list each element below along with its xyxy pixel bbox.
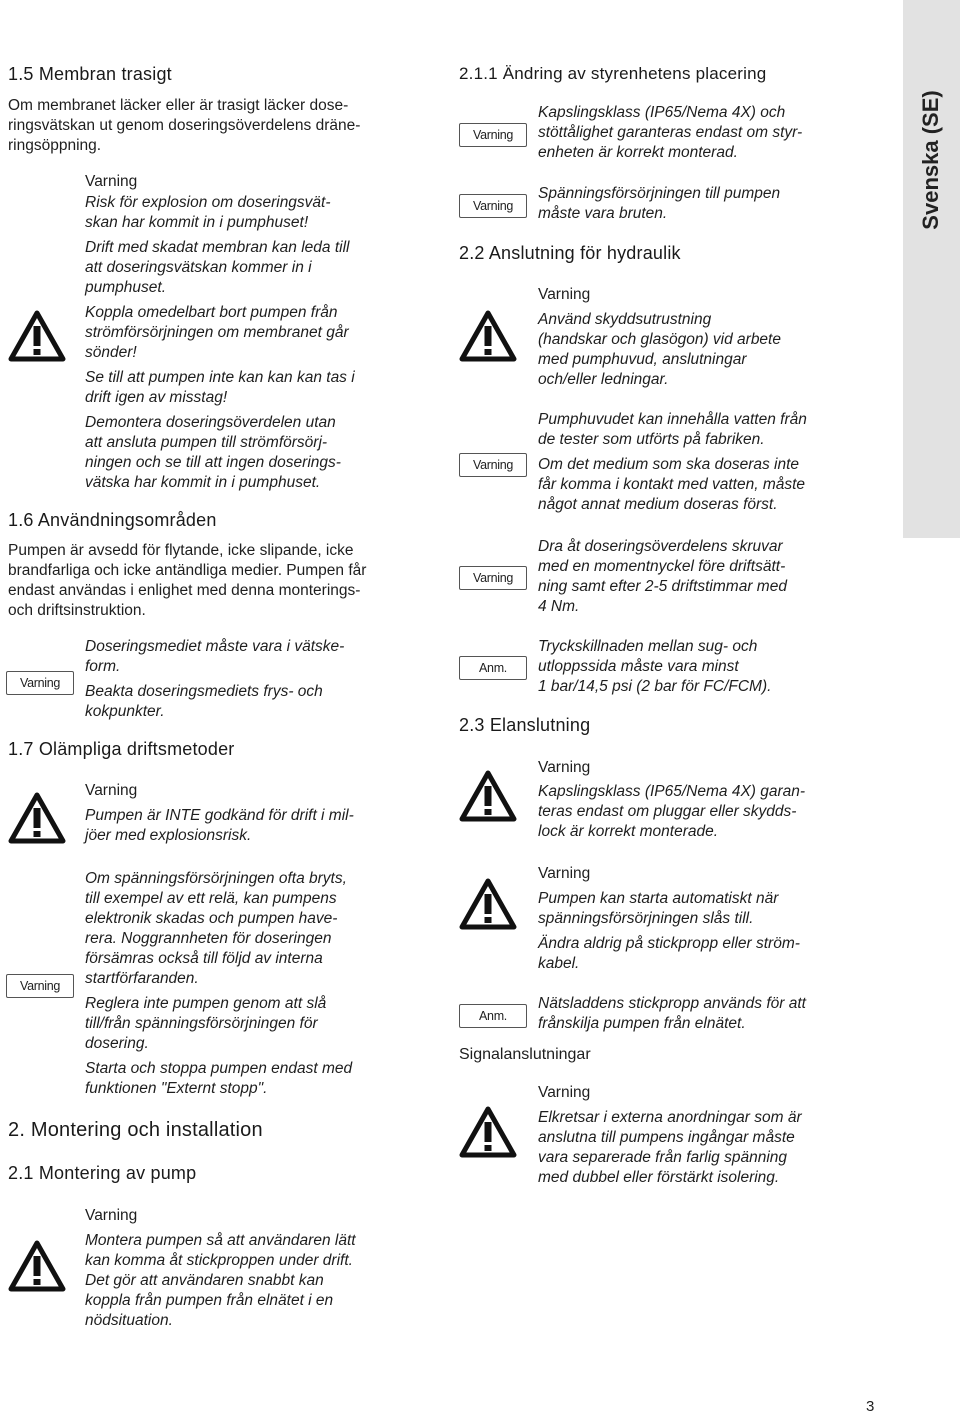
- language-tab-label: Svenska (SE): [918, 90, 943, 230]
- varning-badge: Varning: [459, 566, 527, 590]
- warning-title: Varning: [538, 1084, 591, 1101]
- warning-external-circuits-text: Elkretsar i externa anordningar som är anslutna till pumpens ingångar måste vara separerade från farlig spänning med dubbel eller förstärkt isolering.: [538, 1109, 802, 1186]
- paragraph-1-6: Pumpen är avsedd för flytande, icke slipande, icke brandfarliga och icke antändliga medier. Pumpen får endast användas i enlighet med denna monterings- och driftsinstruktion.: [8, 542, 367, 619]
- warning-power-interrupt-text: Om spänningsförsörjningen ofta bryts, till exempel av ett relä, kan pumpens elektronik skadas och pumpen havе- rera. Noggrannheten för doseringen försämras också till följd av interna startförfaranden. Reglera inte pumpen genom att slå till/från spänningsförsörjningen för dosering. Starta och stoppa pumpen endast med funktionen "Externt stopp".: [85, 870, 353, 1097]
- heading-2-3: 2.3 Elanslutning: [459, 715, 591, 735]
- warning-triangle-icon: [459, 770, 517, 822]
- language-tab: [903, 0, 960, 538]
- varning-badge: Varning: [459, 453, 527, 477]
- heading-signal-connections: Signalanslutningar: [459, 1046, 591, 1063]
- anm-badge: Anm.: [459, 1004, 527, 1028]
- page-number: 3: [866, 1398, 875, 1415]
- warning-triangle-icon: [459, 310, 517, 362]
- warning-triangle-icon: [459, 1106, 517, 1158]
- warning-triangle-icon: [459, 878, 517, 930]
- warning-title: Varning: [85, 782, 138, 799]
- heading-2-1: 2.1 Montering av pump: [8, 1163, 197, 1183]
- paragraph-1-5: Om membranet läcker eller är trasigt läcker dose- ringsvätskan ut genom doseringsöverdelens dräne- ringsöppning.: [8, 97, 361, 154]
- heading-1-6: 1.6 Användningsområden: [8, 510, 217, 530]
- varning-badge: Varning: [6, 974, 74, 998]
- warning-power-off-text: Spänningsförsörjningen till pumpen måste vara bruten.: [538, 185, 781, 222]
- warning-water-residue-text: Pumphuvudet kan innehålla vatten från de tester som utförts på fabriken. Om det medium som ska doseras inte får komma i kontakt med vatten, måste något annat medium doseras först.: [538, 411, 807, 513]
- warning-protective-gear-text: Använd skyddsutrustning (handskar och glasögon) vid arbete med pumphuvud, anslutningar och/eller ledningar.: [538, 311, 781, 388]
- varning-badge: Varning: [6, 671, 74, 695]
- note-mains-plug-text: Nätsladdens stickpropp används för att frånskilja pumpen från elnätet.: [538, 995, 806, 1032]
- varning-badge: Varning: [459, 123, 527, 147]
- warning-auto-start-text: Pumpen kan starta automatiskt när spänningsförsörjningen slås till. Ändra aldrig på stickpropp eller ström- kabel.: [538, 890, 800, 972]
- heading-2-2: 2.2 Anslutning för hydraulik: [459, 243, 681, 263]
- heading-2-1-1: 2.1.1 Ändring av styrenhetens placering: [459, 64, 767, 83]
- warning-title: Varning: [85, 173, 138, 190]
- anm-badge: Anm.: [459, 656, 527, 680]
- varning-badge: Varning: [459, 194, 527, 218]
- warning-title: Varning: [538, 865, 591, 882]
- warning-title: Varning: [85, 1207, 138, 1224]
- warning-tighten-screws-text: Dra åt doseringsöverdelens skruvar med en momentnyckel före driftsätt- ning samt efter 2-5 driftstimmar med 4 Nm.: [538, 538, 787, 615]
- warning-title: Varning: [538, 286, 591, 303]
- warning-membrane-text: Risk för explosion om doseringsvät- skan har kommit in i pumphuset! Drift med skadat membran kan leda till att doseringsvätskan kommer in i pumphuset. Koppla omedelbart bort pumpen från strömförsörjningen om membranet går sönder! Se till att pumpen inte kan kan kan tas i drift igen av misstag! Demontera doseringsöverdelen utan att ansluta pumpen till strömförsörj- ningen och se till att ingen doserings- vätska har kommit in i pumphuset.: [85, 194, 355, 491]
- heading-1-7: 1.7 Olämpliga driftsmetoder: [8, 739, 235, 759]
- warning-title: Varning: [538, 759, 591, 776]
- warning-explosion-text: Pumpen är INTE godkänd för drift i mil- jöer med explosionsrisk.: [85, 807, 354, 844]
- warning-triangle-icon: [8, 310, 66, 362]
- warning-enclosure-text: Kapslingsklass (IP65/Nema 4X) och stöttålighet garanteras endast om styr- enheten är korrekt monterad.: [538, 104, 803, 161]
- warning-plugs-text: Kapslingsklass (IP65/Nema 4X) garan- teras endast om pluggar eller skydds- lock är korrekt monterade.: [538, 783, 806, 840]
- warning-triangle-icon: [8, 792, 66, 844]
- heading-2: 2. Montering och installation: [8, 1119, 263, 1141]
- note-liquid-form: Doseringsmediet måste vara i vätske- form. Beakta doseringsmediets frys- och kokpunkter.: [85, 638, 345, 720]
- heading-1-5: 1.5 Membran trasigt: [8, 64, 172, 84]
- note-pressure-text: Tryckskillnaden mellan sug- och utloppssida måste vara minst 1 bar/14,5 psi (2 bar för FC/FCM).: [538, 638, 772, 695]
- warning-triangle-icon: [8, 1240, 66, 1292]
- warning-mounting-text: Montera pumpen så att användaren lätt kan komma åt stickproppen under drift. Det gör att användaren snabbt kan koppla från pumpen från elnätet i en nödsituation.: [85, 1232, 356, 1329]
